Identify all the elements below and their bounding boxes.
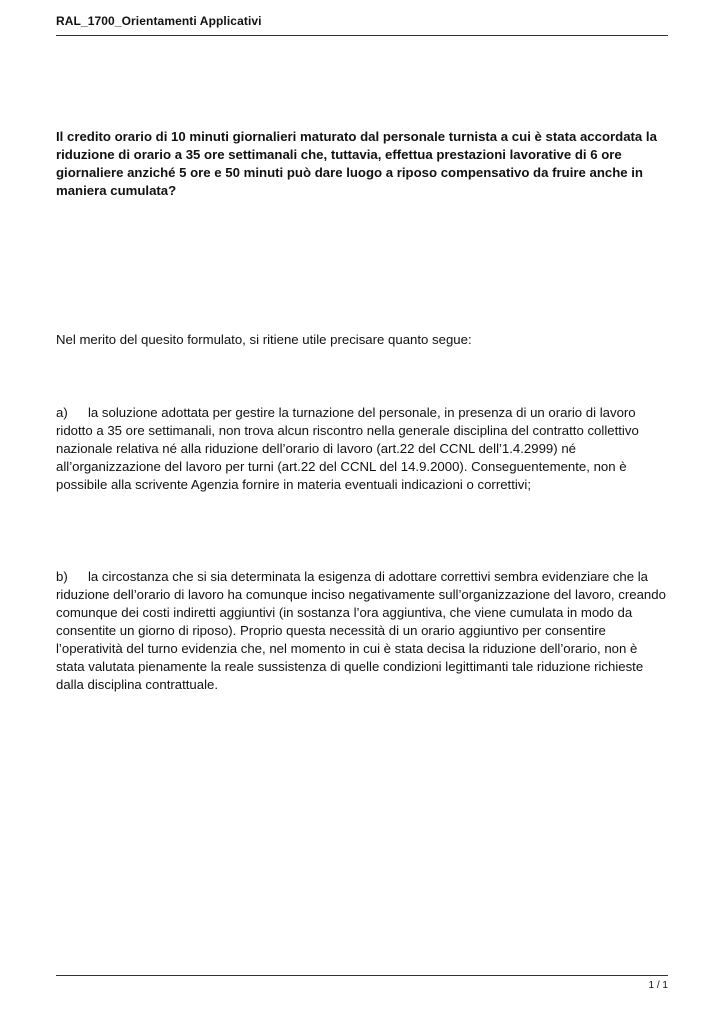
footer-divider [56, 975, 668, 976]
question-text: Il credito orario di 10 minuti giornalieri maturato dal personale turnista a cui è stata accordata la riduzione di orario a 35 ore settimanali che, tuttavia, effettua prestazioni lavorative di 6 ore giornaliere anziché 5 ore e 50 minuti può dare luogo a riposo compensativo da fruire anche in maniera cumulata? [56, 129, 657, 198]
header-divider [56, 35, 668, 36]
answer-point-a [56, 404, 668, 494]
intro-text: Nel merito del quesito formulato, si ritiene utile precisare quanto segue: [56, 332, 472, 347]
point-text-a: la soluzione adottata per gestire la turnazione del personale, in presenza di un orario di lavoro ridotto a 35 ore settimanali, non trova alcun riscontro nella generale disciplina del contratto collettivo nazionale relativa né alla riduzione dell’orario di lavoro (art.22 del CCNL dell’1.4.2999) né all’organizzazione del lavoro per turni (art.22 del CCNL del 14.9.2000). Conseguentemente, non è possibile alla scrivente Agenzia fornire in materia eventuali indicazioni o correttivi; [56, 405, 639, 492]
document-title: RAL_1700_Orientamenti Applicativi [56, 14, 262, 28]
page-number: 1 / 1 [648, 980, 668, 991]
answer-point-b [56, 568, 668, 694]
point-marker-b: b) [56, 569, 68, 584]
point-marker-a: a) [56, 405, 68, 420]
point-text-b: la circostanza che si sia determinata la esigenza di adottare correttivi sembra evidenziare che la riduzione dell’orario di lavoro ha comunque inciso negativamente sull’organizzazione del lavoro, creando comunque dei costi indiretti aggiuntivi (in sostanza l’ora aggiuntiva, che viene cumulata in modo da consentite un giorno di riposo). Proprio questa necessità di un orario aggiuntivo per consentire l’operatività del turno evidenzia che, nel momento in cui è stata decisa la riduzione dell’orario, non è stata valutata pienamente la reale sussistenza di quelle condizioni legittimanti tale riduzione richieste dalla disciplina contrattuale. [56, 569, 666, 692]
